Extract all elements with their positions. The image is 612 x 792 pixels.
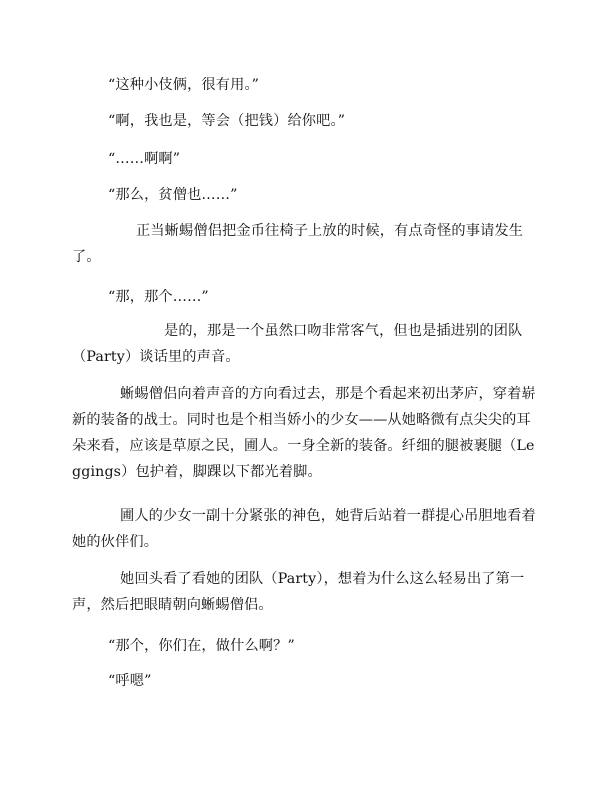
narrative-paragraph: 正当蜥蜴僧侣把金币往椅子上放的时候，有点奇怪的事请发生了。 bbox=[72, 223, 524, 265]
dialogue-line: “那个，你们在，做什么啊？” bbox=[108, 638, 295, 654]
dialogue-line: “啊，我也是，等会（把钱）给你吧。” bbox=[108, 113, 346, 129]
dialogue-line: “这种小伎俩，很有用。” bbox=[108, 77, 260, 93]
dialogue-line: “呼嗯” bbox=[108, 673, 152, 689]
dialogue-line: “那，那个……” bbox=[108, 289, 209, 305]
dialogue-line: “那么，贫僧也……” bbox=[108, 187, 238, 203]
narrative-paragraph: 蜥蜴僧侣向着声音的方向看过去，那是个看起来初出茅庐，穿着崭新的装备的战士。同时也是个相当娇小的少女——从她略微有点尖尖的耳朵来看，应该是草原之民，圃人。一身全新的装备。纤细的腿被裹腿（Leggings）包护着，脚踝以下都光着脚。 bbox=[72, 386, 536, 480]
narrative-paragraph: 是的，那是一个虽然口吻非常客气，但也是插进别的团队（Party）谈话里的声音。 bbox=[72, 323, 523, 365]
narrative-paragraph: 圃人的少女一副十分紧张的神色，她背后站着一群提心吊胆地看着她的伙伴们。 bbox=[72, 508, 536, 550]
dialogue-line: “……啊啊” bbox=[108, 151, 181, 167]
narrative-paragraph: 她回头看了看她的团队（Party），想着为什么这么轻易出了第一声，然后把眼睛朝向蜥蜴僧侣。 bbox=[72, 571, 525, 613]
